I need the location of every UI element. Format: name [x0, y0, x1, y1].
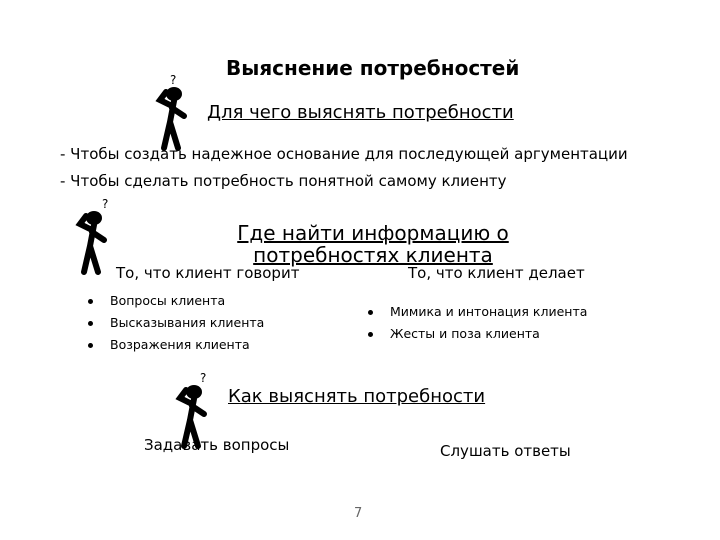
listen-answers-text: Слушать ответы [440, 442, 571, 460]
thinking-man-icon [140, 72, 200, 152]
bullet-icon [88, 321, 93, 326]
list-item-text: Жесты и поза клиента [390, 326, 540, 341]
list-item [88, 312, 264, 334]
list-item [368, 323, 587, 345]
does-column-header: То, что клиент делает [408, 264, 585, 282]
page-number: 7 [354, 506, 363, 521]
list-item [368, 301, 587, 323]
ask-questions-text: Задавать вопросы [144, 436, 290, 454]
list-item-text: Возражения клиента [110, 337, 250, 352]
reason-line: - Чтобы создать надежное основание для последующей аргументации [60, 145, 628, 163]
bullet-icon [88, 343, 93, 348]
slide-title: Выяснение потребностей [226, 56, 520, 80]
bullet-icon [368, 332, 373, 337]
list-item [88, 290, 264, 312]
says-column-header: То, что клиент говорит [116, 264, 300, 282]
svg-text:?: ? [102, 197, 109, 211]
section2-heading: Где найти информацию о потребностях клиента [237, 221, 509, 267]
bullet-icon [88, 299, 93, 304]
section3-heading: Как выяснять потребности [228, 386, 486, 407]
says-list [88, 290, 264, 356]
list-item-text: Высказывания клиента [110, 315, 265, 330]
list-item-text: Вопросы клиента [110, 293, 226, 308]
does-list [368, 301, 587, 345]
reason-line: - Чтобы сделать потребность понятной самому клиенту [60, 172, 507, 190]
svg-text:?: ? [170, 73, 177, 87]
list-item-text: Мимика и интонация клиента [390, 304, 588, 319]
section1-heading: Для чего выяснять потребности [207, 102, 514, 123]
thinking-man-icon [60, 196, 120, 276]
list-item [88, 334, 264, 356]
svg-text:?: ? [200, 371, 207, 385]
bullet-icon [368, 310, 373, 315]
